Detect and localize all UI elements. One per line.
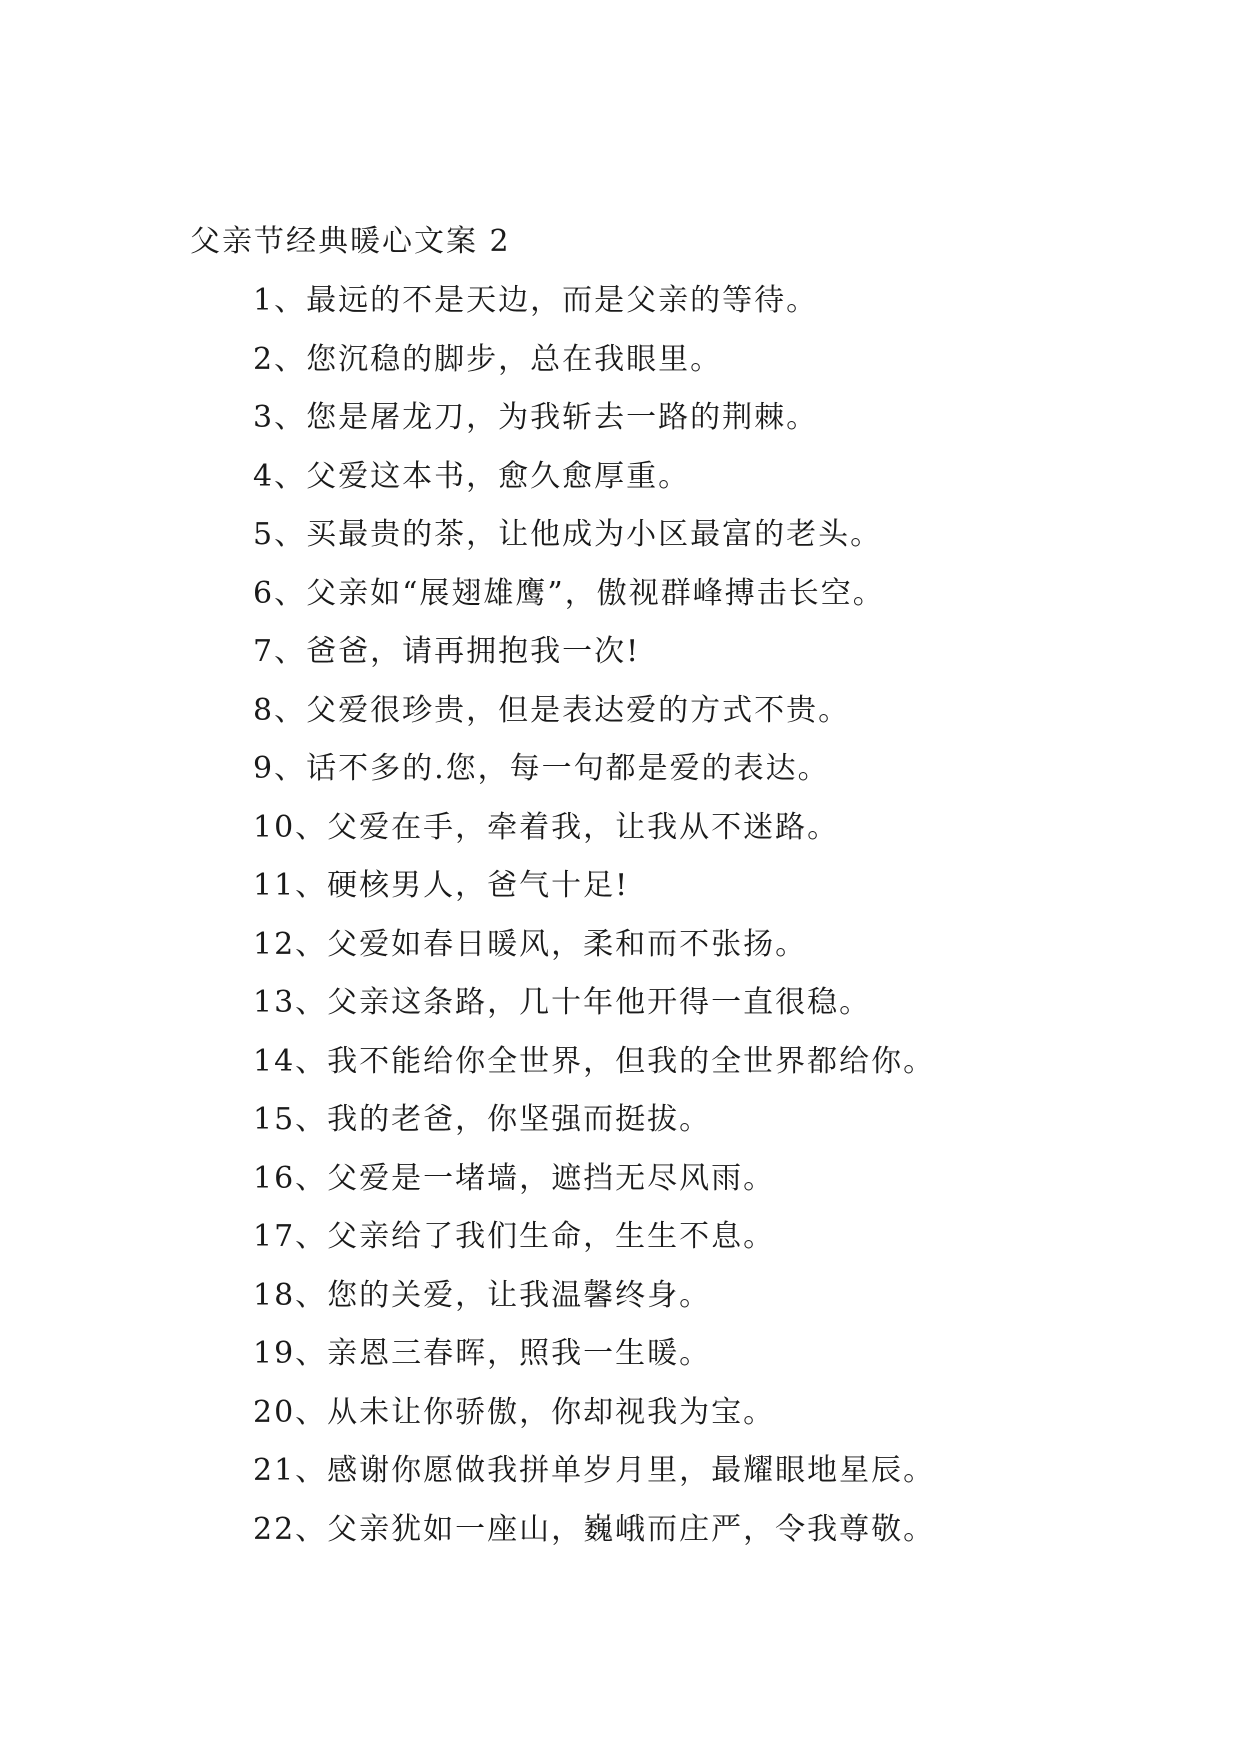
quote-item-15: 15、我的老爸，你坚强而挺拔。 <box>253 1102 712 1137</box>
quote-item-19: 19、亲恩三春晖，照我一生暖。 <box>253 1336 712 1371</box>
quote-item-16: 16、父爱是一堵墙，遮挡无尽风雨。 <box>253 1160 776 1196</box>
quote-item-2: 2、您沉稳的脚步，总在我眼里。 <box>253 341 723 377</box>
quote-item-4: 4、父爱这本书，愈久愈厚重。 <box>253 458 691 494</box>
quote-item-21: 21、感谢你愿做我拼单岁月里，最耀眼地星辰。 <box>253 1453 936 1488</box>
quote-item-22: 22、父亲犹如一座山，巍峨而庄严，令我尊敬。 <box>253 1511 936 1547</box>
quote-item-10: 10、父爱在手，牵着我，让我从不迷路。 <box>253 809 840 845</box>
quote-item-18: 18、您的关爱，让我温馨终身。 <box>253 1277 712 1313</box>
quote-item-20: 20、从未让你骄傲，你却视我为宝。 <box>253 1394 776 1430</box>
quote-item-1: 1、最远的不是天边，而是父亲的等待。 <box>253 283 819 318</box>
quote-item-8: 8、父爱很珍贵，但是表达爱的方式不贵。 <box>253 692 851 728</box>
quote-item-3: 3、您是屠龙刀，为我斩去一路的荆棘。 <box>253 400 819 435</box>
quote-item-17: 17、父亲给了我们生命，生生不息。 <box>253 1219 776 1254</box>
quote-item-13: 13、父亲这条路，几十年他开得一直很稳。 <box>253 985 872 1020</box>
document-title: 父亲节经典暖心文案 2 <box>190 224 511 259</box>
quote-item-9: 9、话不多的.您，每一句都是爱的表达。 <box>253 751 830 786</box>
quote-item-5: 5、买最贵的茶，让他成为小区最富的老头。 <box>253 517 883 552</box>
quote-item-6: 6、父亲如“展翅雄鹰”，傲视群峰搏击长空。 <box>253 575 885 611</box>
quote-item-12: 12、父爱如春日暖风，柔和而不张扬。 <box>253 926 808 962</box>
quote-item-11: 11、硬核男人，爸气十足! <box>253 868 630 903</box>
quote-item-14: 14、我不能给你全世界，但我的全世界都给你。 <box>253 1043 936 1079</box>
quote-item-7: 7、爸爸，请再拥抱我一次! <box>253 634 641 669</box>
quote-list <box>253 281 935 1568</box>
